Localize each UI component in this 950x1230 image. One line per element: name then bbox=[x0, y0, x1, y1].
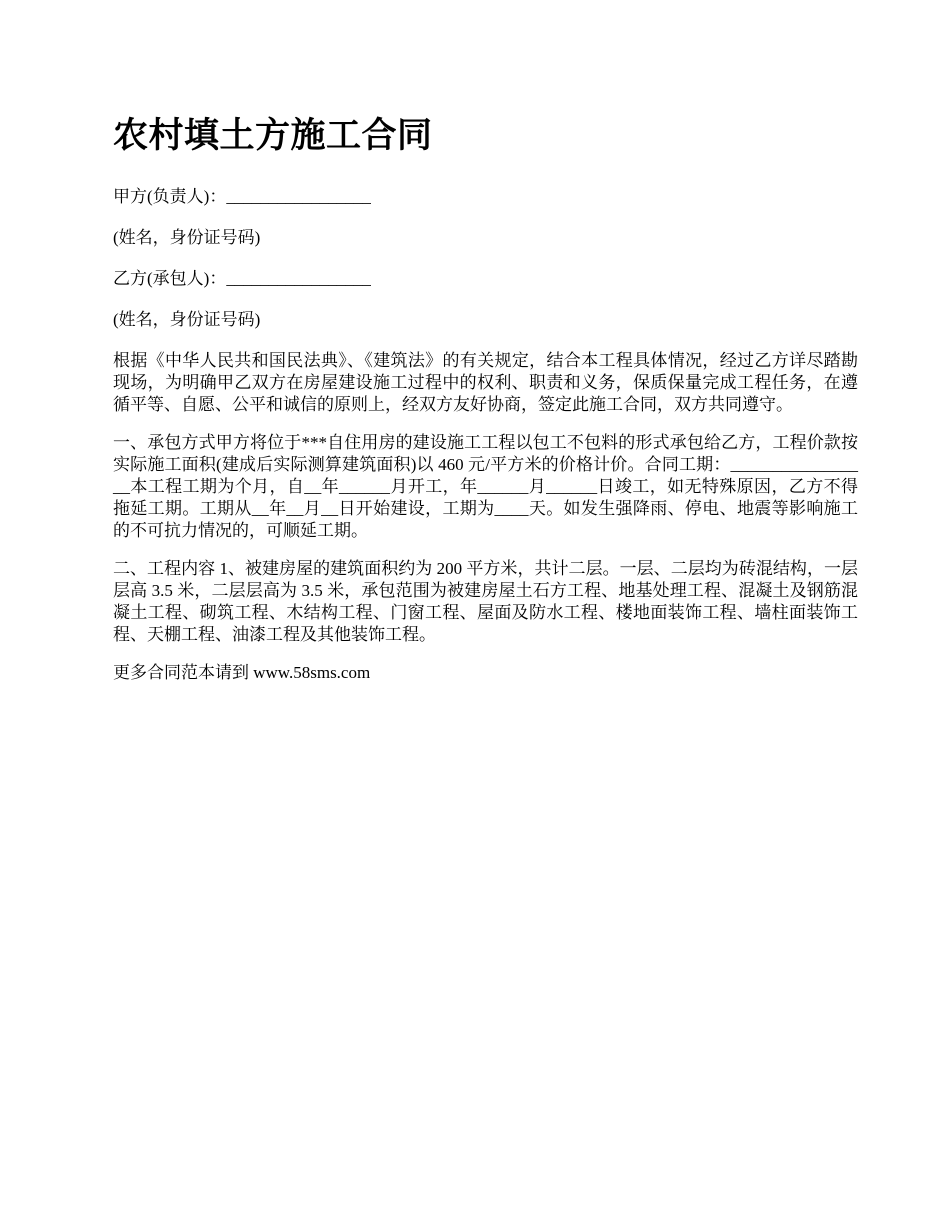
section-2-paragraph: 二、工程内容 1、被建房屋的建筑面积约为 200 平方米，共计二层。一层、二层均为砖混结构，一层层高 3.5 米，二层层高为 3.5 米，承包范围为被建房屋土石方工程、地基处理工程、混凝土及钢筋混凝土工程、砌筑工程、木结构工程、门窗工程、屋面及防水工程、楼地面装饰工程、墙柱面装饰工程、天棚工程、油漆工程及其他装饰工程。 bbox=[113, 559, 858, 644]
section-1-paragraph: 一、承包方式甲方将位于***自住用房的建设施工工程以包工不包料的形式承包给乙方，工程价款按实际施工面积(建成后实际测算建筑面积)以 460 元/平方米的价格计价。合同工期：_________________本工程工期为个月，自__年______月开工，年______月______日竣工，如无特殊原因，乙方不得拖延工期。工期从__年__月__日开始建设，工期为____天。如发生强降雨、停电、地震等影响施工的不可抗力情况的，可顺延工期。 bbox=[113, 433, 858, 540]
party-a-line: 甲方(负责人)：_________________ bbox=[113, 187, 371, 206]
party-a-note: (姓名，身份证号码) bbox=[113, 228, 261, 247]
party-b-note: (姓名，身份证号码) bbox=[113, 310, 261, 329]
document-title: 农村填土方施工合同 bbox=[113, 116, 433, 155]
party-b-line: 乙方(承包人)：_________________ bbox=[113, 269, 371, 288]
footer-note: 更多合同范本请到 www.58sms.com bbox=[113, 663, 371, 682]
preamble-paragraph: 根据《中华人民共和国民法典》、《建筑法》的有关规定，结合本工程具体情况，经过乙方详尽踏勘现场，为明确甲乙双方在房屋建设施工过程中的权利、职责和义务，保质保量完成工程任务，在遵循平等、自愿、公平和诚信的原则上，经双方友好协商，签定此施工合同，双方共同遵守。 bbox=[113, 351, 858, 414]
document-page bbox=[113, 112, 858, 700]
